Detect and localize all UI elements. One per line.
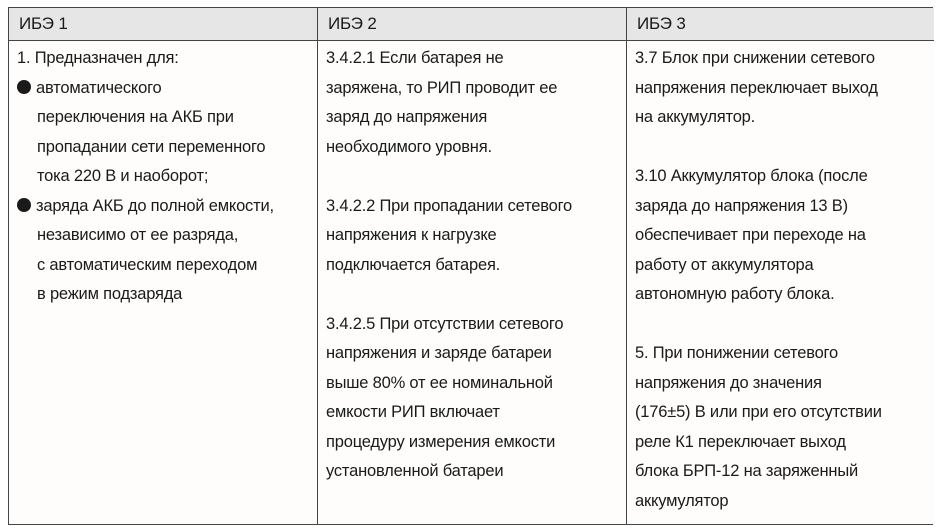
bullet-dot-icon [17, 80, 31, 94]
bullet-text: заряда АКБ до полной емкости, [36, 196, 274, 215]
paragraph-line: автономную работу блока. [635, 285, 835, 303]
header-ibe-3: ИБЭ 3 [627, 8, 934, 41]
paragraph-line: заряд до напряжения [326, 108, 488, 126]
paragraph-line: на аккумулятор. [635, 108, 756, 126]
paragraph-gap [326, 162, 618, 192]
bullet-text: независимо от ее разряда, [37, 226, 239, 244]
bullet-text: автоматического [36, 78, 162, 97]
paragraph-line: 5. При понижении сетевого [635, 344, 838, 362]
paragraph-line: подключается батарея. [326, 255, 501, 274]
paragraph [635, 339, 926, 516]
paragraph-line: реле К1 переключает выход [635, 432, 846, 451]
cell-ibe-2 [318, 41, 627, 524]
paragraph-line: процедуру измерения емкости [326, 432, 556, 451]
paragraph-gap [635, 310, 926, 340]
paragraph-line: работу от аккумулятора [635, 255, 814, 274]
paragraph-gap [635, 133, 926, 163]
paragraph-line: напряжения до значения [635, 373, 822, 392]
col1-intro: 1. Предназначен для: [17, 49, 179, 67]
header-ibe-2: ИБЭ 2 [318, 8, 627, 41]
paragraph-line: емкости РИП включает [326, 403, 500, 421]
cell-ibe-1 [9, 41, 318, 524]
bullet-text: с автоматическим переходом [37, 255, 258, 274]
paragraph-line: 3.4.2.1 Если батарея не [326, 49, 504, 67]
paragraph-line: аккумулятор [635, 491, 729, 510]
paragraph [326, 310, 618, 487]
paragraph-line: 3.4.2.2 При пропадании сетевого [326, 196, 573, 215]
paragraph-line: напряжения переключает выход [635, 78, 878, 97]
paragraph-line: 3.7 Блок при снижении сетевого [635, 49, 875, 67]
paragraph [326, 192, 618, 281]
paragraph-line: выше 80% от ее номинальной [326, 373, 553, 392]
bullet-text: пропадании сети переменного [37, 137, 266, 156]
paragraph-line: (176±5) В или при его отсутствии [635, 403, 882, 421]
cell-ibe-3 [627, 41, 934, 524]
paragraph-line: 3.10 Аккумулятор блока (после [635, 167, 868, 185]
bullet-dot-icon [17, 198, 31, 212]
paragraph [635, 44, 926, 133]
bullet-item [17, 74, 309, 192]
paragraph-line: обеспечивает при переходе на [635, 226, 866, 244]
paragraph-line: напряжения к нагрузке [326, 226, 497, 244]
paragraph-line: заряжена, то РИП проводит ее [326, 78, 558, 97]
paragraph-line: необходимого уровня. [326, 137, 492, 156]
paragraph-line: блока БРП-12 на заряженный [635, 462, 859, 480]
paragraph [326, 44, 618, 162]
bullet-text: переключения на АКБ при [37, 108, 234, 126]
bullet-item [17, 192, 309, 310]
paragraph-line: напряжения и заряде батареи [326, 344, 552, 362]
comparison-table [8, 7, 933, 525]
paragraph-line: 3.4.2.5 При отсутствии сетевого [326, 314, 564, 333]
paragraph [635, 162, 926, 310]
bullet-text: тока 220 В и наоборот; [37, 167, 209, 185]
paragraph-gap [326, 280, 618, 310]
bullet-text: в режим подзаряда [37, 285, 183, 303]
paragraph-line: установленной батареи [326, 462, 504, 480]
header-ibe-1: ИБЭ 1 [9, 8, 318, 41]
paragraph-line: заряда до напряжения 13 В) [635, 196, 848, 215]
